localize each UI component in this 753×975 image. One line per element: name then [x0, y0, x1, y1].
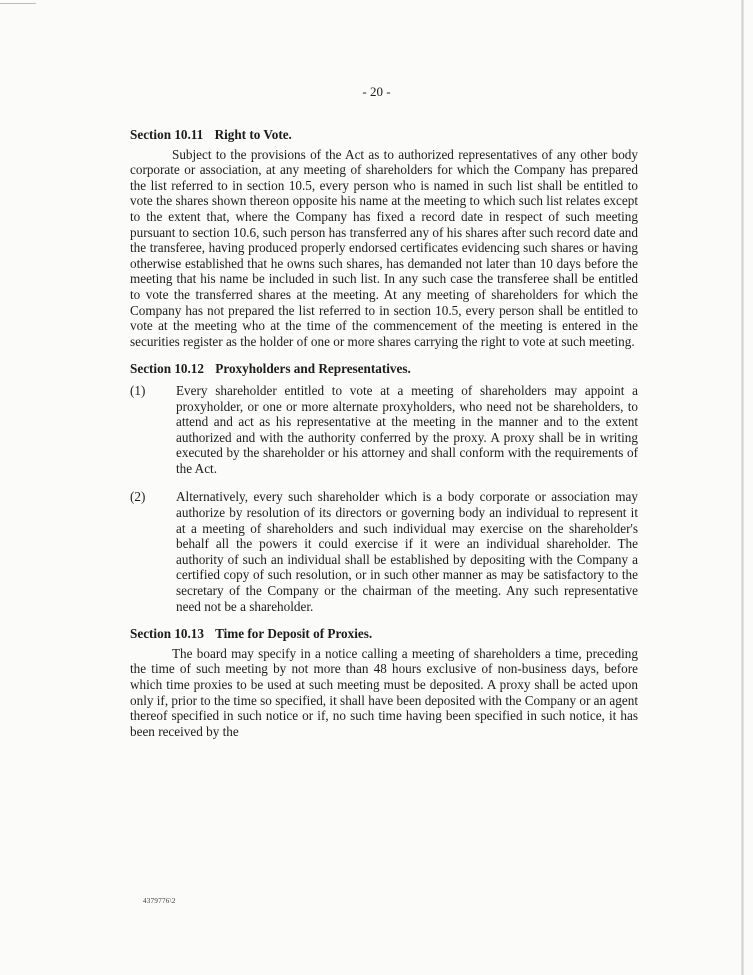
list-item-text: Every shareholder entitled to vote at a meeting of shareholders may appoint a proxyholder, or one or more alternate proxyholders, who need not be shareholders, to attend and act as his representative at the meeting in the manner and to the extent authorized and with the authority conferred by the proxy. A proxy shall be in writing executed by the shareholder or his attorney and shall conform with the requirements of the Act. — [176, 382, 638, 476]
list-item-label: (1) — [130, 382, 146, 398]
list-item-text: Alternatively, every such shareholder which is a body corporate or association may authorize by resolution of its directors or governing body an individual to represent it at a meeting of shareholders and such individual may exercise on the shareholder's behalf all the powers it could exercise if it were an individual shareholder. The authority of such an individual shall be established by depositing with the Company a certified copy of such resolution, or in such other manner as may be satisfactory to the secretary of the Company or the chairman of the meeting. Any such representative need not be a shareholder. — [176, 489, 638, 614]
section-title: Time for Deposit of Proxies. — [215, 626, 373, 642]
section-heading-10-13 — [130, 626, 638, 642]
list-item — [130, 383, 638, 477]
scan-edge-line — [0, 3, 36, 4]
list-item-label: (2) — [130, 489, 146, 505]
list-item — [130, 489, 638, 614]
scan-right-edge — [741, 0, 744, 975]
section-number: Section 10.11 — [130, 127, 204, 142]
section-heading-10-11 — [130, 127, 638, 143]
section-title: Proxyholders and Representatives. — [215, 361, 411, 377]
page-number: - 20 - — [362, 84, 391, 99]
section-title: Right to Vote. — [214, 127, 292, 142]
section-number: Section 10.13 — [130, 626, 204, 642]
document-body — [130, 127, 638, 739]
section-paragraph: The board may specify in a notice calling a meeting of shareholders a time, preceding the time of such meeting by not more than 48 hours exclusive of non-business days, before which time proxies to be used at such meeting must be deposited. A proxy shall be acted upon only if, prior to the time so specified, it shall have been deposited with the Company or an agent thereof specified in such notice or if, no such time having been specified in such notice, it has been received by the — [130, 645, 638, 739]
section-number: Section 10.12 — [130, 361, 204, 377]
document-id: 4379776\2 — [143, 897, 176, 905]
section-heading-10-12 — [130, 361, 638, 377]
section-paragraph: Subject to the provisions of the Act as to authorized representatives of any other body corporate or association, at any meeting of shareholders for which the Company has prepared the list referred to in section 10.5, every person who is named in such list shall be entitled to vote the shares shown thereon opposite his name at the meeting to which such list relates except to the extent that, where the Company has fixed a record date in respect of such meeting pursuant to section 10.6, such person has transferred any of his shares after such record date and the transferee, having produced properly endorsed certificates evidencing such shares or having otherwise established that he owns such shares, has demanded not later than 10 days before the meeting that his name be included in such list. In any such case the transferee shall be entitled to vote the transferred shares at the meeting. At any meeting of shareholders for which the Company has not prepared the list referred to in section 10.5, every person shall be entitled to vote at the meeting who at the time of the commencement of the meeting is entered in the securities register as the holder of one or more shares carrying the right to vote at such meeting. — [130, 146, 638, 349]
